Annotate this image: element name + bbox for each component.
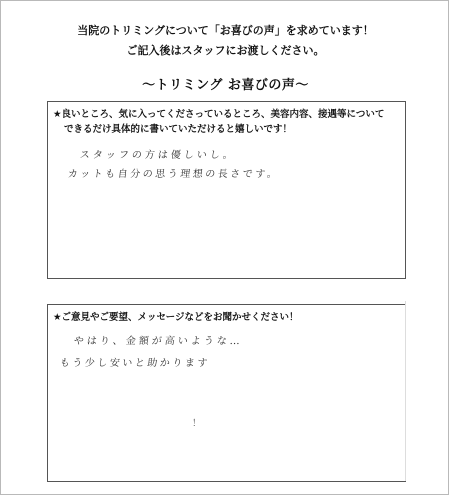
handwritten-request-line-2: もう少し安いと助かります: [59, 358, 211, 369]
section-title: ～トリミング お喜びの声～: [142, 78, 309, 93]
comment-box-good-points: [47, 101, 406, 279]
handwritten-answer-line-1: スタッフの方は優しいし。: [79, 150, 237, 161]
header-line-2: ご記入後はスタッフにお渡しください。: [126, 44, 325, 57]
handwritten-mark: ！: [192, 419, 202, 429]
form-header: [1, 21, 449, 60]
handwritten-answer-line-2: カットも自分の思う理想の長さです。: [67, 169, 280, 180]
comment-box-requests: [47, 304, 406, 482]
good-points-prompt-line-2: できるだけ具体的に書いていただけると嬉しいです！: [64, 124, 293, 135]
good-points-prompt: [53, 107, 398, 137]
requests-prompt: ★ご意見やご要望、メッセージなどをお聞かせください！: [53, 312, 299, 323]
header-line-1: 当院のトリミングについて「お喜びの声」を求めています！: [77, 24, 374, 37]
scan-edge-line: [405, 301, 412, 481]
good-points-prompt-line-1: ★良いところ、気に入ってくださっているところ、美容内容、接遇等について: [53, 109, 385, 120]
handwritten-request-line-1: やはり、金額が高いような…: [73, 336, 244, 347]
